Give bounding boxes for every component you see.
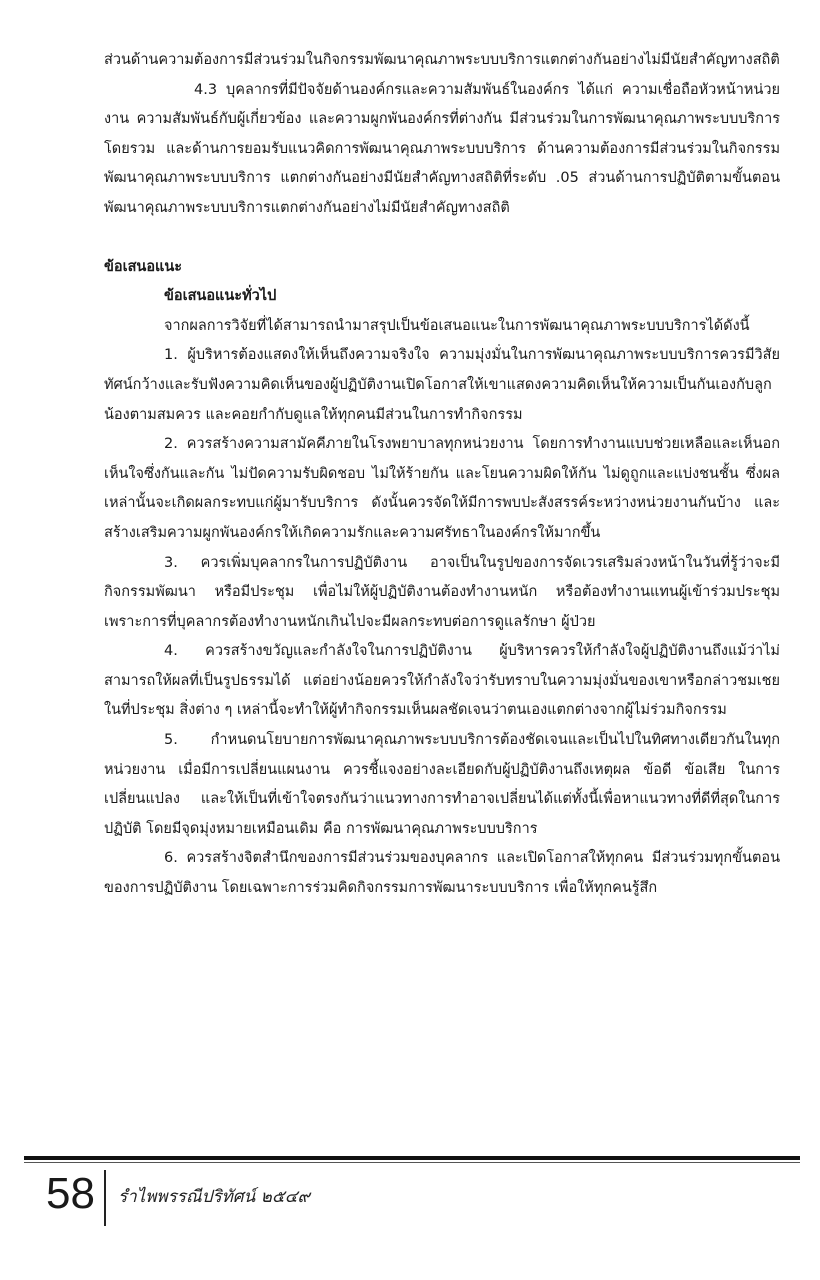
recommendation-item-2: 2. ควรสร้างความสามัคคีภายในโรงพยาบาลทุกหน่วยงาน โดยการทำงานแบบช่วยเหลือและเห็นอกเห็นใจซึ่งกันและกัน ไม่ปัดความรับผิดชอบ ไม่ให้ร้ายกัน และโยนความผิดให้กัน ไม่ดูถูกและแบ่งชนชั้น ซึ่งผลเหล่านั้นจะเกิดผลกระทบแก่ผู้มารับบริการ ดังนั้นควรจัดให้มีการพบปะสังสรรค์ระหว่างหน่วยงานกันบ้าง และสร้างเสริมความผูกพันองค์กรให้เกิดความรักและความศรัทธาในองค์กรให้มากขึ้น xyxy=(104,436,780,541)
footer-rule xyxy=(24,1156,800,1160)
journal-title: รำไพพรรณีปริทัศน์ ๒๕๔๙ xyxy=(118,1187,311,1207)
footer-rule-thin xyxy=(24,1162,800,1163)
intro-paragraph: จากผลการวิจัยที่ได้สามารถนำมาสรุปเป็นข้อเสนอแนะในการพัฒนาคุณภาพระบบบริการได้ดังนี้ xyxy=(164,317,750,334)
paragraph-4-3: 4.3 บุคลากรที่มีปัจจัยด้านองค์กรและความสัมพันธ์ในองค์กร ได้แก่ ความเชื่อถือหัวหน้าหน่วยงาน ความสัมพันธ์กับผู้เกี่ยวข้อง และความผูกพันองค์กรที่ต่างกัน มีส่วนร่วมในการพัฒนาคุณภาพระบบบริการโดยรวม และด้านการยอมรับแนวคิดการพัฒนาคุณภาพระบบบริการ ด้านความต้องการมีส่วนร่วมในกิจกรรมพัฒนาคุณภาพระบบบริการ แตกต่างกันอย่างมีนัยสำคัญทางสถิติที่ระดับ .05 ส่วนด้านการปฏิบัติตามขั้นตอนพัฒนาคุณภาพระบบบริการแตกต่างกันอย่างไม่มีนัยสำคัญทางสถิติ xyxy=(104,81,780,216)
paragraph-continuation: ส่วนด้านความต้องการมีส่วนร่วมในกิจกรรมพัฒนาคุณภาพระบบบริการแตกต่างกันอย่างไม่มีนัยสำคัญทางสถิติ xyxy=(104,52,780,68)
recommendation-item-3: 3. ควรเพิ่มบุคลากรในการปฏิบัติงาน อาจเป็นในรูปของการจัดเวรเสริมล่วงหน้าในวันที่รู้ว่าจะมีกิจกรรมพัฒนา หรือมีประชุม เพื่อไม่ให้ผู้ปฏิบัติงานต้องทำงานหนัก หรือต้องทำงานแทนผู้เข้าร่วมประชุม เพราะการที่บุคลากรต้องทำงานหนักเกินไปจะมีผลกระทบต่อการดูแลรักษา ผู้ป่วย xyxy=(104,554,780,630)
recommendation-item-6: 6. ควรสร้างจิตสำนึกของการมีส่วนร่วมของบุคลากร และเปิดโอกาสให้ทุกคน มีส่วนร่วมทุกขั้นตอนของการปฏิบัติงาน โดยเฉพาะการร่วมคิดกิจกรรมการพัฒนาระบบบริการ เพื่อให้ทุกคนรู้สึก xyxy=(104,850,780,897)
recommendation-item-1: 1. ผู้บริหารต้องแสดงให้เห็นถึงความจริงใจ ความมุ่งมั่นในการพัฒนาคุณภาพระบบบริการควรมีวิสัยทัศน์กว้างและรับฟังความคิดเห็นของผู้ปฏิบัติงานเปิดโอกาสให้เขาแสดงความคิดเห็นให้ความเป็นกันเองกับลูกน้องตามสมควร และคอยกำกับดูแลให้ทุกคนมีส่วนในการทำกิจกรรม xyxy=(104,347,780,423)
recommendation-item-5: 5. กำหนดนโยบายการพัฒนาคุณภาพระบบบริการต้องชัดเจนและเป็นไปในทิศทางเดียวกันในทุกหน่วยงาน เมื่อมีการเปลี่ยนแผนงาน ควรชี้แจงอย่างละเอียดกับผู้ปฏิบัติงานถึงเหตุผล ข้อดี ข้อเสีย ในการเปลี่ยนแปลง และให้เป็นที่เข้าใจตรงกันว่าแนวทางการทำอาจเปลี่ยนได้แต่ทั้งนี้เพื่อหาแนวทางที่ดีที่สุดในการปฏิบัติ โดยมีจุดมุ่งหมายเหมือนเดิม คือ การพัฒนาคุณภาพระบบบริการ xyxy=(104,732,780,837)
page-number: 58 xyxy=(46,1169,95,1218)
subsection-heading: ข้อเสนอแนะทั่วไป xyxy=(164,288,277,305)
recommendation-item-4: 4. ควรสร้างขวัญและกำลังใจในการปฏิบัติงาน ผู้บริหารควรให้กำลังใจผู้ปฏิบัติงานถึงแม้ว่าไม่สามารถให้ผลที่เป็นรูปธรรมได้ แต่อย่างน้อยควรให้กำลังใจว่ารับทราบในความมุ่งมั่นของเขาหรือกล่าวชมเชยในที่ประชุม สิ่งต่าง ๆ เหล่านี้จะทำให้ผู้ทำกิจกรรมเห็นผลชัดเจนว่าตนเองแตกต่างจากผู้ไม่ร่วมกิจกรรม xyxy=(104,643,780,719)
page-body xyxy=(104,46,780,904)
footer-divider xyxy=(104,1170,106,1226)
section-heading: ข้อเสนอแนะ xyxy=(104,258,183,275)
